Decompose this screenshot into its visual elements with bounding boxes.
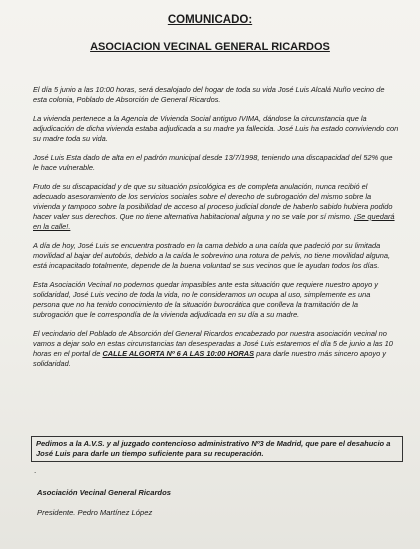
document-title: COMUNICADO: bbox=[167, 14, 253, 26]
paragraph-eviction-date: El día 5 junio a las 10:00 horas, será desalojado del hogar de toda su vida José Luis Alcalá Nuño vecino de esta colonia, Poblado de Absorción de General Ricardos. bbox=[33, 85, 385, 104]
signature-president: Presidente. Pedro Martínez López bbox=[37, 508, 153, 517]
paragraph-lack-of-advice-text: Fruto de su discapacidad y de que su situación psicológica es de completa anulación, nunca recibió el adecuado asesoramiento de los servicios sociales sobre el derecho de subrogación del mismo sobre la vivienda y tampoco sobre la posibilidad de acceso al proceso judicial donde de haberlo sabido hubiera podido hacer valer sus derechos. Que no tiene alternativa habitacional alguna y no se vale por sí mismo. bbox=[33, 182, 393, 221]
paragraph-lack-of-advice bbox=[33, 182, 399, 232]
signature-organization: Asociación Vecinal General Ricardos bbox=[37, 488, 171, 497]
demand-box: Pedimos a la A.V.S. y al juzgado contencioso administrativo Nº3 de Madrid, que pare el desahucio a José Luis para darle un tiempo suficiente para su recuperación. bbox=[31, 436, 403, 462]
bullet-mark: . bbox=[34, 466, 37, 475]
gathering-closing: para darle nuestro más sincero apoyo y solidaridad. bbox=[33, 349, 386, 368]
paragraph-gathering bbox=[33, 329, 399, 369]
street-warning: ¡Se quedará en la calle!. bbox=[33, 212, 395, 231]
gathering-text: El vecindario del Poblado de Absorción del General Ricardos encabezado por nuestra asociación vecinal no vamos a dejar solo en estas circunstancias tan desesperadas a José Luis estaremos el día 5 de junio a las 10 horas en el portal de bbox=[33, 329, 393, 358]
document-body bbox=[33, 85, 399, 375]
gathering-address: CALLE ALGORTA Nº 6 A LAS 10:00 HORAS bbox=[102, 349, 255, 358]
paragraph-housing-agency: La vivienda pertenece a la Agencia de Vivienda Social antiguo IVIMA, dándose la circunstancia que la adjudicación de dicha vivienda estaba adjudicada a su madre ya fallecida. José Luis ha estado conviviendo con su madre toda su vida. bbox=[33, 114, 399, 143]
paragraph-association-support: Esta Asociación Vecinal no podemos quedar impasibles ante esta situación que requiere nuestro apoyo y solidaridad, José Luis vecino de toda la vida, no le consideramos un ocupa al uso, simplemente es una persona que no ha tenido conocimiento de la situación burocrática que conlleva la tramitación de la subrogación que le correspondía de la vivienda adjudicada en su día a su madre. bbox=[33, 280, 378, 319]
paragraph-disability: José Luis Esta dado de alta en el padrón municipal desde 13/7/1998, teniendo una discapacidad del 52% que le hace vulnerable. bbox=[33, 153, 393, 172]
association-heading: ASOCIACION VECINAL GENERAL RICARDOS bbox=[90, 41, 330, 53]
paragraph-injury: A día de hoy, José Luis se encuentra postrado en la cama debido a una caída que padeció por su limitada movilidad al bajar del autobús, debido a la caída le sobrevino una rotura de pelvis, no tiene movilidad alguna, está incapacitado totalmente, depende de la buena voluntad se sus vecinos que le ayudan todos los días. bbox=[33, 241, 391, 270]
